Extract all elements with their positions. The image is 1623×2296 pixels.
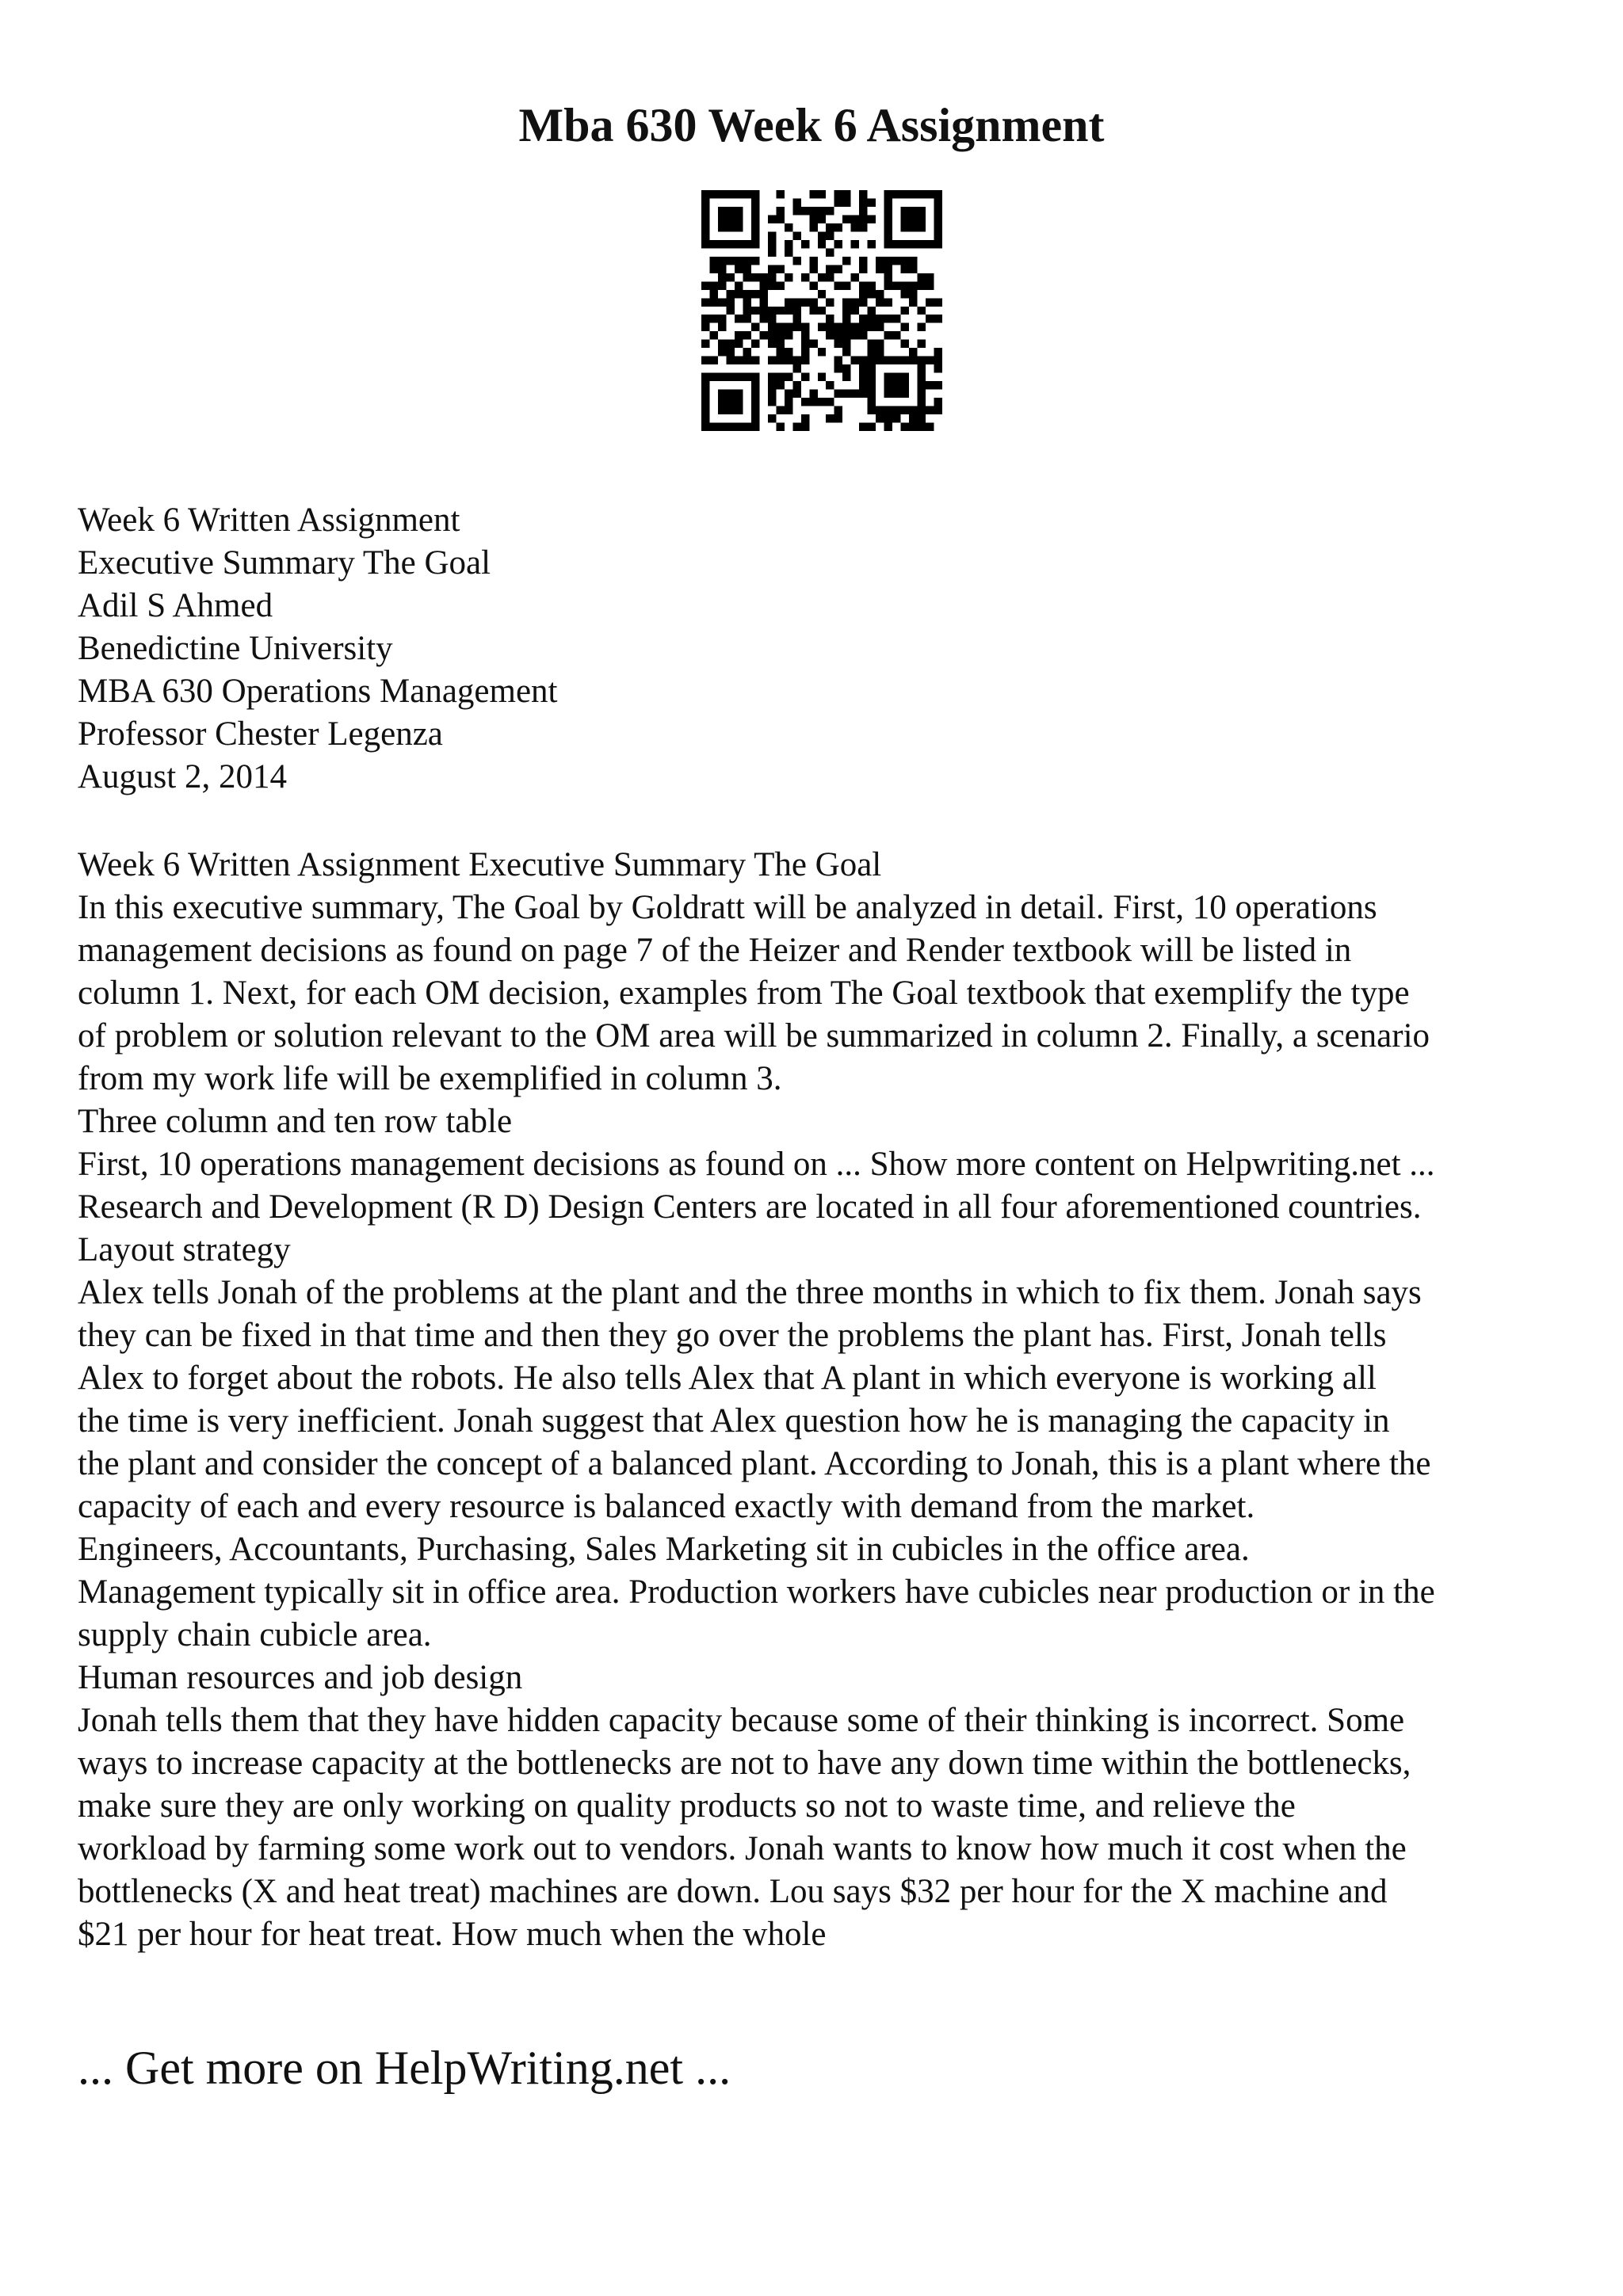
body-line: Alex to forget about the robots. He also tells Alex that A plant in which everyone is working all [78,1360,1377,1397]
body-line: supply chain cubicle area. [78,1616,432,1653]
institution: Benedictine University [78,630,393,667]
author-name: Adil S Ahmed [78,587,273,624]
body-line: $21 per hour for heat treat. How much when the whole [78,1916,827,1953]
body-line: ways to increase capacity at the bottlenecks are not to have any down time within the bottlenecks, [78,1745,1411,1782]
body-line: they can be fixed in that time and then they go over the problems the plant has. First, Jonah tells [78,1317,1387,1354]
course-name: MBA 630 Operations Management [78,673,558,710]
body-line: workload by farming some work out to vendors. Jonah wants to know how much it cost when the [78,1830,1407,1867]
body-line: Week 6 Written Assignment Executive Summary The Goal [78,846,882,883]
professor-name: Professor Chester Legenza [78,715,443,753]
header-info [78,499,558,799]
body-line: Jonah tells them that they have hidden capacity because some of their thinking is incorrect. Some [78,1702,1405,1739]
body-line: the plant and consider the concept of a balanced plant. According to Jonah, this is a plant where the [78,1445,1431,1482]
body-line: make sure they are only working on quality products so not to waste time, and relieve the [78,1787,1296,1825]
body-line: Alex tells Jonah of the problems at the plant and the three months in which to fix them. Jonah says [78,1274,1422,1311]
get-more-link[interactable]: ... Get more on HelpWriting.net ... [78,2042,731,2094]
qr-code-icon [701,190,942,431]
body-line: from my work life will be exemplified in column 3. [78,1060,782,1097]
body-line: Three column and ten row table [78,1103,513,1140]
body-line: bottlenecks (X and heat treat) machines are down. Lou says $32 per hour for the X machine and [78,1873,1388,1910]
body-line: of problem or solution relevant to the OM area will be summarized in column 2. Finally, a scenario [78,1017,1430,1055]
body-line: First, 10 operations management decisions as found on ... Show more content on Helpwriting.net ... [78,1146,1435,1183]
header-line: Executive Summary The Goal [78,544,491,582]
document-date: August 2, 2014 [78,758,287,795]
body-line: Layout strategy [78,1231,291,1268]
body-line: the time is very inefficient. Jonah suggest that Alex question how he is managing the capacity in [78,1402,1390,1440]
document-title: Mba 630 Week 6 Assignment [518,99,1105,151]
body-line: Management typically sit in office area. Production workers have cubicles near production or in the [78,1573,1435,1611]
body-line: column 1. Next, for each OM decision, examples from The Goal textbook that exemplify the type [78,974,1410,1012]
body-line: In this executive summary, The Goal by Goldratt will be analyzed in detail. First, 10 operations [78,889,1377,926]
body-line: management decisions as found on page 7 of the Heizer and Render textbook will be listed in [78,932,1352,969]
header-line: Week 6 Written Assignment [78,502,460,539]
body-line: Human resources and job design [78,1659,523,1696]
body-line: Research and Development (R D) Design Centers are located in all four aforementioned countries. [78,1188,1422,1226]
body-line: capacity of each and every resource is balanced exactly with demand from the market. [78,1488,1255,1525]
document-body [78,844,1568,1956]
body-line: Engineers, Accountants, Purchasing, Sales Marketing sit in cubicles in the office area. [78,1531,1250,1568]
